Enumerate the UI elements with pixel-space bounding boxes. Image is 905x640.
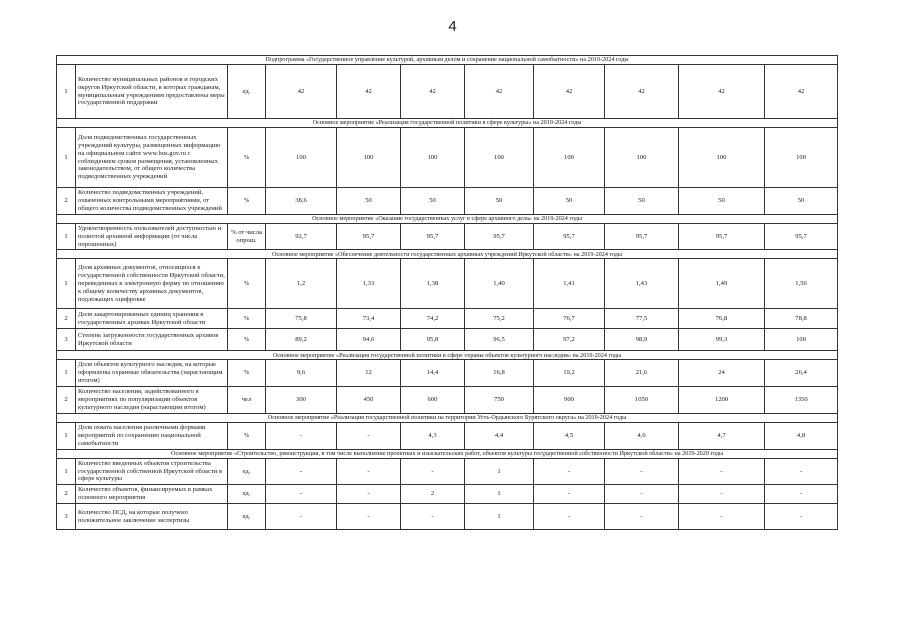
- row-number: 2: [57, 485, 76, 504]
- indicator-value: 38,6: [266, 188, 337, 215]
- indicator-value: -: [401, 458, 465, 485]
- indicator-value: 50: [765, 188, 838, 215]
- indicator-value: 76,8: [679, 309, 765, 329]
- section-title: Основное мероприятие «Оказание государственных услуг в сфере архивного дела» на 2019-2024 годы: [57, 214, 838, 223]
- indicator-value: 95,7: [534, 223, 605, 250]
- indicator-value: 96,5: [465, 329, 534, 351]
- indicator-value: -: [401, 504, 465, 530]
- indicator-name: Доля архивных документов, относящихся к государственной собственности Иркутской области, переведенных в электронную форму по отношению к общему количеству архивных документов, подлежащих оцифровке: [76, 259, 228, 309]
- row-number: 1: [57, 223, 76, 250]
- indicator-value: 1,41: [534, 259, 605, 309]
- indicator-value: 1,40: [465, 259, 534, 309]
- indicator-value: -: [605, 485, 679, 504]
- indicator-unit: ед.: [228, 485, 266, 504]
- row-number: 1: [57, 422, 76, 449]
- indicator-value: 50: [679, 188, 765, 215]
- indicator-value: 50: [534, 188, 605, 215]
- row-number: 2: [57, 309, 76, 329]
- indicator-unit: ед.: [228, 65, 266, 119]
- indicator-value: 99,3: [679, 329, 765, 351]
- indicator-name: Доля охвата населения различными формами мероприятий по сохранению национальной самобытности: [76, 422, 228, 449]
- table-row: [57, 504, 838, 530]
- indicator-value: 75,8: [266, 309, 337, 329]
- section-title: Подпрограмма «Государственное управление культурой, архивным делом и сохранение национальной самобытности» на 2019-2024 годы: [57, 56, 838, 65]
- indicator-value: 50: [401, 188, 465, 215]
- indicator-value: 26,4: [765, 360, 838, 387]
- row-number: 1: [57, 458, 76, 485]
- indicator-value: 24: [679, 360, 765, 387]
- indicator-name: Доля подведомственных государственных учреждений культуры, размещенных информацию на официальном сайте www.bus.gov.ru с соблюдением сроков размещения, установленных законодательством, от общего количества подведомственных учреждений: [76, 128, 228, 188]
- indicator-value: -: [765, 458, 838, 485]
- indicators-table-container: [56, 55, 837, 530]
- indicator-value: 1200: [679, 387, 765, 414]
- indicator-value: 300: [266, 387, 337, 414]
- indicator-value: 42: [605, 65, 679, 119]
- indicator-value: 14,4: [401, 360, 465, 387]
- indicator-unit: чел: [228, 387, 266, 414]
- row-number: 2: [57, 188, 76, 215]
- indicator-value: -: [534, 458, 605, 485]
- indicator-value: 4,5: [534, 422, 605, 449]
- section-header-row: [57, 449, 838, 458]
- row-number: 3: [57, 504, 76, 530]
- indicator-value: 50: [337, 188, 401, 215]
- indicator-value: 42: [266, 65, 337, 119]
- table-row: [57, 485, 838, 504]
- row-number: 1: [57, 65, 76, 119]
- indicator-value: 600: [401, 387, 465, 414]
- section-header-row: [57, 351, 838, 360]
- indicator-unit: %: [228, 128, 266, 188]
- indicator-value: 1: [465, 504, 534, 530]
- indicator-value: 4,6: [605, 422, 679, 449]
- indicator-value: 78,8: [765, 309, 838, 329]
- indicator-value: -: [534, 485, 605, 504]
- indicator-value: 1,49: [679, 259, 765, 309]
- indicator-value: -: [337, 458, 401, 485]
- indicator-value: 50: [605, 188, 679, 215]
- indicator-value: -: [266, 485, 337, 504]
- indicator-value: -: [679, 458, 765, 485]
- indicator-value: 900: [534, 387, 605, 414]
- indicator-name: Количество подведомственных учреждений, охваченных контрольными мероприятиями, от общего количества подведомственных учреждений: [76, 188, 228, 215]
- indicator-value: 4,3: [401, 422, 465, 449]
- indicator-value: -: [679, 485, 765, 504]
- table-row: [57, 422, 838, 449]
- table-row: [57, 65, 838, 119]
- indicator-value: 42: [337, 65, 401, 119]
- indicator-name: Удовлетворенность пользователей доступностью и полнотой архивной информации (от числа опрошенных): [76, 223, 228, 250]
- indicator-name: Степень загруженности государственных архивов Иркутской области: [76, 329, 228, 351]
- indicator-unit: %: [228, 188, 266, 215]
- indicator-value: 1050: [605, 387, 679, 414]
- indicator-value: 76,7: [534, 309, 605, 329]
- indicator-value: 100: [765, 329, 838, 351]
- table-row: [57, 458, 838, 485]
- indicator-value: 19,2: [534, 360, 605, 387]
- row-number: 1: [57, 259, 76, 309]
- indicator-value: 1,33: [337, 259, 401, 309]
- indicator-value: 750: [465, 387, 534, 414]
- indicator-value: -: [765, 485, 838, 504]
- row-number: 1: [57, 360, 76, 387]
- indicator-value: 100: [266, 128, 337, 188]
- indicator-value: -: [266, 504, 337, 530]
- indicator-value: 42: [401, 65, 465, 119]
- indicator-value: -: [765, 504, 838, 530]
- indicator-value: 74,2: [401, 309, 465, 329]
- section-title: Основное мероприятие «Реализация государственной политики в сфере культуры» на 2019-2024 годы: [57, 119, 838, 128]
- indicator-value: 1: [465, 485, 534, 504]
- indicator-value: 50: [465, 188, 534, 215]
- indicator-name: Количество объектов, финансируемых в рамках основного мероприятия: [76, 485, 228, 504]
- indicator-name: Количество муниципальных районов и городских округов Иркутской области, в которых гражданам, муниципальным учреждениям предоставлены меры государственной поддержки: [76, 65, 228, 119]
- indicator-value: -: [679, 504, 765, 530]
- indicator-value: 75,2: [465, 309, 534, 329]
- indicator-value: -: [337, 422, 401, 449]
- indicator-unit: ед.: [228, 504, 266, 530]
- section-header-row: [57, 56, 838, 65]
- indicator-unit: %: [228, 422, 266, 449]
- indicator-value: -: [337, 504, 401, 530]
- indicator-value: 95,7: [337, 223, 401, 250]
- indicator-value: 95,7: [679, 223, 765, 250]
- indicator-name: Количество введенных объектов строительства государственной собственной Иркутской области в сфере культуры: [76, 458, 228, 485]
- indicator-value: 100: [401, 128, 465, 188]
- indicator-value: 2: [401, 485, 465, 504]
- indicator-value: 21,6: [605, 360, 679, 387]
- indicator-unit: %: [228, 259, 266, 309]
- indicator-value: 95,7: [765, 223, 838, 250]
- indicator-value: 95,7: [465, 223, 534, 250]
- indicator-value: 77,5: [605, 309, 679, 329]
- indicator-value: 1,43: [605, 259, 679, 309]
- indicator-value: 16,8: [465, 360, 534, 387]
- indicator-value: 100: [679, 128, 765, 188]
- indicator-value: 4,4: [465, 422, 534, 449]
- indicator-value: -: [337, 485, 401, 504]
- indicator-value: 98,0: [605, 329, 679, 351]
- section-header-row: [57, 119, 838, 128]
- indicator-name: Доля объектов культурного наследия, на которые оформлены охранные обязательства (нарастающим итогом): [76, 360, 228, 387]
- indicator-value: 4,7: [679, 422, 765, 449]
- indicator-value: 450: [337, 387, 401, 414]
- indicator-unit: ед.: [228, 458, 266, 485]
- indicator-value: 1350: [765, 387, 838, 414]
- indicator-value: 9,6: [266, 360, 337, 387]
- section-title: Основное мероприятие «Обеспечение деятельности государственных архивных учреждений Иркутской области» на 2019-2024 годы: [57, 250, 838, 259]
- section-title: Основное мероприятие «Реализация государственной политики на территории Усть-Ордынского Бурятского округа» на 2019-2024 годы: [57, 413, 838, 422]
- indicator-value: 97,2: [534, 329, 605, 351]
- indicator-value: 100: [337, 128, 401, 188]
- indicator-value: 42: [534, 65, 605, 119]
- table-row: [57, 259, 838, 309]
- indicator-name: Доля закартонированных единиц хранения в государственных архивах Иркутской области: [76, 309, 228, 329]
- section-header-row: [57, 250, 838, 259]
- table-row: [57, 387, 838, 414]
- table-row: [57, 188, 838, 215]
- indicator-unit: %: [228, 309, 266, 329]
- table-row: [57, 360, 838, 387]
- indicator-unit: %: [228, 329, 266, 351]
- indicator-value: 89,2: [266, 329, 337, 351]
- indicator-value: -: [605, 458, 679, 485]
- indicator-value: -: [266, 458, 337, 485]
- indicator-value: 73,4: [337, 309, 401, 329]
- table-row: [57, 329, 838, 351]
- indicator-value: 1,56: [765, 259, 838, 309]
- indicator-value: 94,6: [337, 329, 401, 351]
- indicator-value: 1,38: [401, 259, 465, 309]
- section-title: Основное мероприятие «Реализация государственной политики в сфере охраны объектов культурного наследия» на 2019-2024 годы: [57, 351, 838, 360]
- indicator-value: -: [534, 504, 605, 530]
- section-title: Основное мероприятие «Строительство, реконструкция, в том числе выполнение проектных и изыскательских работ, объектов культуры государственной собственности Иркутской области» на 2019-2020 годы: [57, 449, 838, 458]
- section-header-row: [57, 413, 838, 422]
- indicator-value: 100: [605, 128, 679, 188]
- indicator-value: 95,7: [401, 223, 465, 250]
- indicator-value: 92,7: [266, 223, 337, 250]
- indicator-value: 42: [679, 65, 765, 119]
- indicator-value: 95,7: [605, 223, 679, 250]
- indicator-value: 100: [765, 128, 838, 188]
- indicator-value: 42: [465, 65, 534, 119]
- row-number: 1: [57, 128, 76, 188]
- indicator-value: 95,8: [401, 329, 465, 351]
- indicator-unit: %: [228, 360, 266, 387]
- table-row: [57, 128, 838, 188]
- table-row: [57, 223, 838, 250]
- indicator-name: Количество ПСД, на которые получено положительное заключение экспертизы: [76, 504, 228, 530]
- indicators-table: [56, 55, 838, 530]
- indicator-value: 42: [765, 65, 838, 119]
- indicators-table-body: [57, 56, 838, 530]
- row-number: 3: [57, 329, 76, 351]
- indicator-value: 100: [465, 128, 534, 188]
- indicator-value: 12: [337, 360, 401, 387]
- indicator-value: -: [266, 422, 337, 449]
- indicator-name: Количество населения, задействованного в мероприятиях по популяризации объектов культурного наследия (нарастающим итогом): [76, 387, 228, 414]
- indicator-value: 4,8: [765, 422, 838, 449]
- page-number: 4: [448, 18, 457, 35]
- section-header-row: [57, 214, 838, 223]
- indicator-value: 1: [465, 458, 534, 485]
- indicator-value: -: [605, 504, 679, 530]
- row-number: 2: [57, 387, 76, 414]
- indicator-value: 1,2: [266, 259, 337, 309]
- indicator-unit: % от числа опрош.: [228, 223, 266, 250]
- indicator-value: 100: [534, 128, 605, 188]
- table-row: [57, 309, 838, 329]
